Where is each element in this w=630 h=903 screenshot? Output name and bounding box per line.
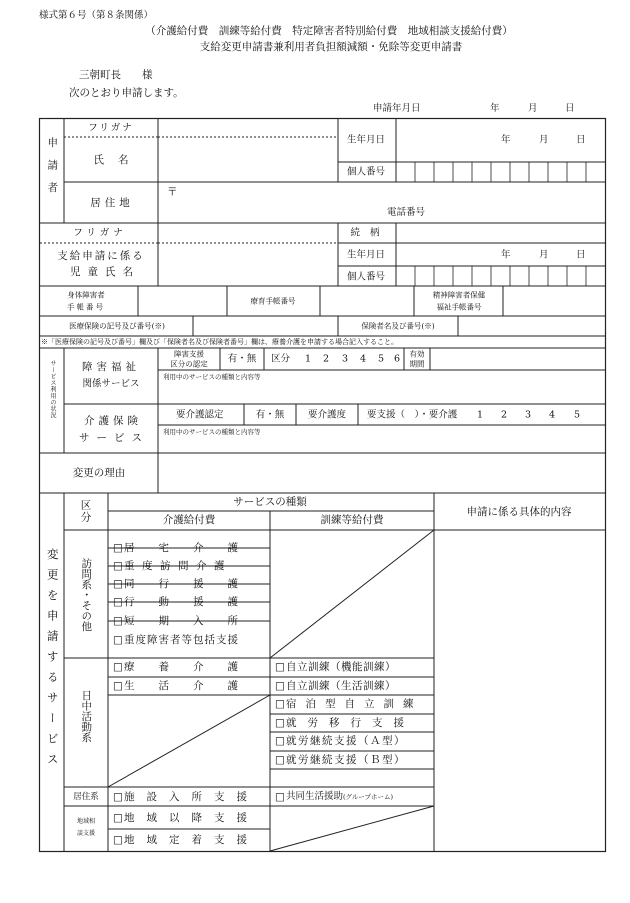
- welfare-service-label-line1: 障害福祉: [82, 360, 140, 373]
- kubun-level-6: 6: [394, 353, 401, 365]
- applicant-birth-label: 生年月日: [346, 134, 386, 146]
- kubun-level-2: 2: [323, 353, 330, 365]
- child-name-label-line2: 児童氏名: [70, 265, 140, 278]
- change-reason-label: 変更の理由: [72, 466, 126, 479]
- checkbox-employment-b[interactable]: □: [275, 753, 285, 766]
- child-birth-year: 年: [501, 249, 511, 261]
- checkbox-residential-training[interactable]: □: [275, 697, 285, 710]
- form-title-line2: 支給変更申請書兼利用者負担額減額・免除等変更申請書: [199, 40, 463, 53]
- kubun-level-5: 5: [378, 353, 385, 365]
- month-label: 月: [528, 103, 538, 114]
- details-header: 申請に係る具体的内容: [466, 505, 572, 518]
- phone-label: 電話番号: [387, 207, 426, 218]
- item-behavior-support: 行動援護: [124, 596, 262, 608]
- insurer-label: 保険者名及び番号(※): [361, 321, 435, 331]
- form-number: 様式第６号（第８条関係）: [39, 10, 154, 21]
- visit-group-label: 訪問系・その他: [80, 558, 93, 632]
- care-support-label: 要支援（ ）・要介護: [367, 409, 458, 421]
- postal-mark: 〒: [167, 186, 178, 198]
- applicant-birth-day: 日: [576, 134, 586, 146]
- physical-handbook-label-line1: 身体障害者: [67, 290, 105, 300]
- checkbox-medical-care[interactable]: □: [113, 660, 123, 673]
- item-employment-a: 就労継続支援（Ａ型）: [286, 735, 406, 747]
- checkbox-employment-transition[interactable]: □: [275, 716, 285, 729]
- item-employment-b: 就労継続支援（Ｂ型）: [286, 754, 406, 766]
- item-group-home-sub: (グループホーム): [343, 793, 394, 801]
- change-kubun-label: 区分: [80, 499, 92, 523]
- item-life-care: 生活介護: [124, 680, 262, 692]
- support-cert-label-line2: 区分の認定: [170, 359, 208, 369]
- care-insurance-label-line2: サービス: [79, 431, 149, 444]
- item-employment-transition: 就労移行支援: [286, 717, 415, 729]
- addressee: 三朝町長 様: [79, 69, 153, 81]
- item-severe-visit-care: 重度訪問介護: [124, 560, 232, 572]
- checkbox-employment-a[interactable]: □: [275, 734, 285, 747]
- kubun-level-3: 3: [342, 353, 349, 365]
- valid-period-label-line2: 期間: [409, 359, 425, 369]
- item-residential-training: 宿泊型自立訓練: [286, 698, 423, 710]
- residence-group-label: 居住系: [73, 791, 99, 802]
- care-insurance-label-line1: 介護保険: [84, 414, 142, 427]
- medical-insurance-label: 医療保険の記号及び番号(※): [69, 321, 165, 331]
- checkbox-facility-support[interactable]: □: [113, 790, 123, 803]
- day-label: 日: [565, 103, 575, 114]
- mental-handbook-label-line2: 福祉手帳番号: [436, 302, 482, 312]
- care-level-4: 4: [549, 409, 556, 421]
- physical-handbook-label-line2: 手帳番号: [67, 302, 105, 312]
- applicant-furigana-label: フリガナ: [88, 122, 134, 134]
- welfare-service-label-line2: 関係サービス: [82, 378, 140, 390]
- item-facility-support: 施設入所支援: [124, 791, 259, 803]
- child-individual-no-label: 個人番号: [346, 271, 386, 283]
- care-cert-yesno: 有・無: [255, 409, 285, 421]
- checkbox-accompany-support[interactable]: □: [113, 577, 123, 590]
- applicant-individual-no-label: 個人番号: [346, 166, 386, 178]
- kubun-label: 区分: [271, 353, 291, 365]
- application-date-label: 申請年月日: [373, 103, 421, 114]
- mental-handbook-label-line1: 精神障害者保健: [432, 290, 486, 300]
- item-functional-training: 自立訓練（機能訓練）: [286, 661, 396, 673]
- care-level-label: 要介護度: [307, 409, 347, 421]
- kubun-level-1: 1: [305, 353, 312, 365]
- care-content-label: 利用中のサービスの種類と内容等: [163, 428, 261, 436]
- checkbox-short-stay[interactable]: □: [113, 614, 123, 627]
- checkbox-community-settlement[interactable]: □: [113, 833, 123, 846]
- kubun-level-4: 4: [360, 353, 367, 365]
- rehab-handbook-label: 療育手帳番号: [250, 296, 296, 306]
- community-group-label-line2: 談支援: [76, 830, 96, 837]
- service-types-header: サービスの種類: [233, 495, 307, 508]
- support-cert-label-line1: 障害支援: [174, 349, 204, 359]
- applicant-section-label: 申請者: [46, 137, 59, 205]
- checkbox-community-transition[interactable]: □: [113, 811, 123, 824]
- applicant-birth-year: 年: [501, 134, 511, 146]
- valid-period-label-line1: 有効: [409, 349, 425, 359]
- care-pay-header: 介護給付費: [162, 513, 216, 526]
- applicant-address-label: 居住地: [90, 196, 134, 209]
- item-group-home: [286, 792, 393, 802]
- community-group-label-line1: 地域相: [76, 818, 96, 825]
- support-cert-yesno: 有・無: [227, 353, 257, 365]
- checkbox-life-care[interactable]: □: [113, 679, 123, 692]
- item-community-transition: 地域以降支援: [124, 812, 259, 824]
- year-label: 年: [490, 103, 500, 114]
- care-level-2: 2: [501, 409, 508, 421]
- child-birth-label: 生年月日: [346, 249, 386, 261]
- intro-text: 次のとおり申請します。: [69, 87, 184, 99]
- care-level-5: 5: [574, 409, 581, 421]
- checkbox-functional-training[interactable]: □: [275, 660, 285, 673]
- checkbox-group-home[interactable]: □: [275, 790, 285, 803]
- training-pay-header: 訓練等給付費: [320, 513, 384, 526]
- child-furigana-label: フリガナ: [73, 227, 127, 239]
- change-service-section-label: 変更を申請するサービス: [45, 548, 60, 774]
- child-birth-month: 月: [539, 249, 549, 261]
- checkbox-comprehensive-support[interactable]: □: [113, 633, 123, 646]
- item-community-settlement: 地域定着支援: [124, 834, 259, 846]
- child-birth-day: 日: [576, 249, 586, 261]
- item-home-care-label: 居宅介護: [124, 541, 262, 554]
- item-medical-care: 療養介護: [124, 661, 262, 673]
- item-short-stay: 短期入所: [124, 615, 262, 627]
- item-home-care: [124, 543, 264, 554]
- checkbox-behavior-support[interactable]: □: [113, 595, 123, 608]
- relation-label: 続柄: [350, 227, 390, 239]
- item-comprehensive-support: 重度障害者等包括支援: [124, 634, 239, 646]
- applicant-birth-month: 月: [539, 134, 549, 146]
- item-life-training: 自立訓練（生活訓練）: [286, 680, 396, 692]
- child-name-label-line1: 支給申請に係る: [57, 249, 145, 262]
- item-group-home-main: 共同生活援助: [286, 791, 344, 802]
- welfare-content-label: 利用中のサービスの種類と内容等: [163, 373, 261, 381]
- care-level-1: 1: [477, 409, 484, 421]
- day-group-label: 日中活動系: [80, 690, 93, 743]
- care-level-3: 3: [525, 409, 532, 421]
- checkbox-home-care[interactable]: □: [113, 541, 123, 554]
- checkbox-life-training[interactable]: □: [275, 679, 285, 692]
- applicant-name-label: 氏名: [93, 153, 143, 166]
- checkbox-severe-visit-care[interactable]: □: [113, 559, 123, 572]
- usage-section-label: サービス利用の状況: [49, 360, 56, 419]
- care-cert-label: 要介護認定: [176, 409, 224, 421]
- insurance-note: ※「医療保険の記号及び番号」欄及び「保険者名及び保険者番号」欄は、療養介護を申請する場合記入すること。: [41, 337, 398, 346]
- form-title-line1: （介護給付費 訓練等給付費 特定障害者特別給付費 地域相談支援給付費）: [145, 24, 513, 37]
- item-accompany-support: 同行援護: [124, 578, 262, 590]
